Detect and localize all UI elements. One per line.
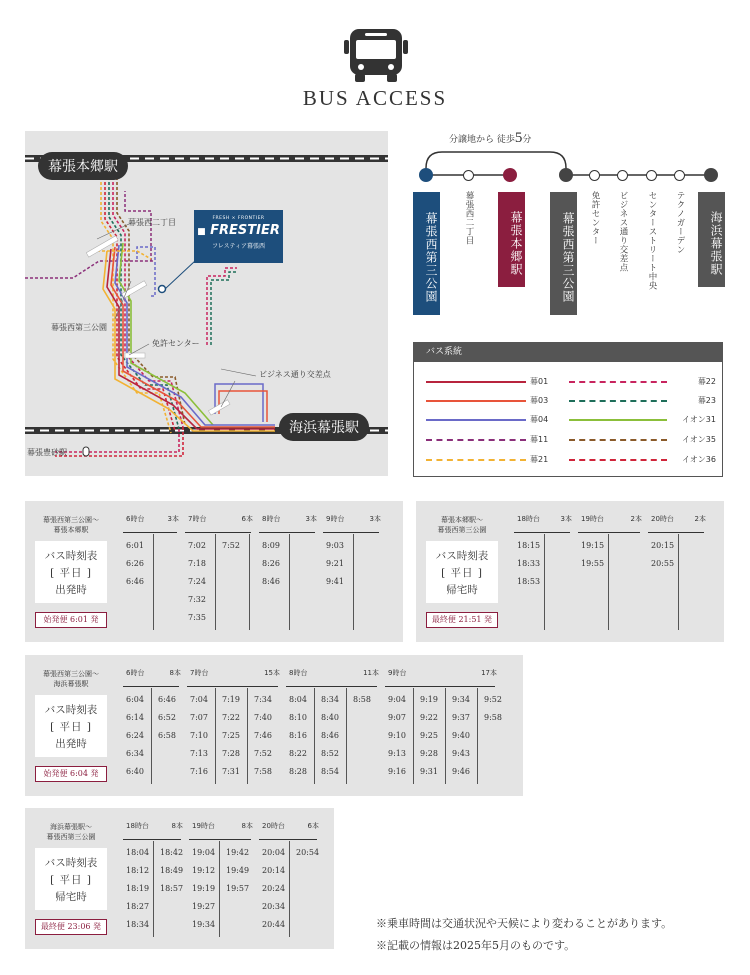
tt-first-last-badge: 最終便 21:51 発 bbox=[426, 612, 498, 628]
tt-time: 6:01 bbox=[126, 541, 144, 550]
tt-time: 8:28 bbox=[289, 767, 307, 776]
tt-col-divider bbox=[445, 688, 446, 784]
station-makuhari-hongo: 幕張本郷駅 bbox=[38, 152, 128, 180]
tt-time: 6:14 bbox=[126, 713, 144, 722]
timetable-4 bbox=[25, 808, 334, 949]
route-stop-start: 幕張西第三公園 bbox=[413, 192, 440, 315]
tt-time: 18:15 bbox=[517, 541, 541, 550]
bus-icon bbox=[344, 27, 408, 83]
legend-label-イオン35: イオン35 bbox=[682, 435, 716, 444]
tt-time: 8:16 bbox=[289, 731, 307, 740]
stop-label-nishi2: 幕張西二丁目 bbox=[128, 218, 176, 227]
tt-time: 6:40 bbox=[126, 767, 144, 776]
tt-hour-label: 7時台 bbox=[190, 669, 209, 677]
tt-time: 9:37 bbox=[452, 713, 470, 722]
tt-hour-underline bbox=[185, 532, 251, 533]
tt-time: 7:34 bbox=[254, 695, 272, 704]
tt-time: 18:57 bbox=[160, 884, 184, 893]
tt-card-line: バス時刻表 bbox=[44, 857, 98, 869]
tt-time: 18:33 bbox=[517, 559, 541, 568]
legend-label-幕21: 幕21 bbox=[530, 455, 549, 464]
station-makuhari-toyosuna: 幕張豊砂駅 bbox=[27, 448, 67, 457]
tt-time: 18:34 bbox=[126, 920, 150, 929]
route-dot-3 bbox=[503, 168, 517, 182]
tt-time: 9:31 bbox=[420, 767, 438, 776]
tt-info-card bbox=[35, 848, 107, 910]
legend-line-幕01 bbox=[426, 381, 526, 383]
tt-time: 6:58 bbox=[158, 731, 176, 740]
tt-time: 8:54 bbox=[321, 767, 339, 776]
tt-route-label: 幕張西第三公園 bbox=[437, 526, 487, 534]
legend-label-イオン31: イオン31 bbox=[682, 415, 716, 424]
tt-card-line: [ 平日 ] bbox=[441, 567, 483, 579]
tt-hour-underline bbox=[323, 532, 379, 533]
tt-info-card bbox=[426, 541, 498, 603]
legend-line-幕21 bbox=[426, 459, 526, 461]
legend-line-幕22 bbox=[569, 381, 667, 383]
tt-hour-count: 15本 bbox=[264, 669, 280, 677]
tt-first-last-badge: 始発便 6:01 発 bbox=[35, 612, 107, 628]
legend-label-幕11: 幕11 bbox=[530, 435, 549, 444]
tt-time: 18:04 bbox=[126, 848, 150, 857]
tt-time: 9:07 bbox=[388, 713, 406, 722]
tt-col-divider bbox=[153, 534, 154, 630]
tt-time: 8:40 bbox=[321, 713, 339, 722]
tt-card-line: [ 平日 ] bbox=[50, 567, 92, 579]
tt-time: 8:09 bbox=[262, 541, 280, 550]
tt-time: 7:13 bbox=[190, 749, 208, 758]
tt-time: 8:58 bbox=[353, 695, 371, 704]
station-kaihin-makuhari: 海浜幕張駅 bbox=[279, 413, 369, 441]
tt-time: 8:26 bbox=[262, 559, 280, 568]
legend-line-幕03 bbox=[426, 400, 526, 402]
tt-hour-label: 8時台 bbox=[289, 669, 308, 677]
tt-col-divider bbox=[151, 688, 152, 784]
tt-time: 20:54 bbox=[296, 848, 320, 857]
tt-hour-underline bbox=[123, 839, 181, 840]
tt-card-line: バス時刻表 bbox=[44, 550, 98, 562]
tt-time: 9:52 bbox=[484, 695, 502, 704]
tt-col-divider bbox=[219, 841, 220, 937]
tt-time: 19:34 bbox=[192, 920, 216, 929]
tt-time: 20:44 bbox=[262, 920, 286, 929]
tt-hour-count: 11本 bbox=[363, 669, 379, 677]
tt-time: 8:46 bbox=[262, 577, 280, 586]
tt-card-line: 出発時 bbox=[55, 584, 87, 596]
tt-time: 7:40 bbox=[254, 713, 272, 722]
tt-route-label: 海浜幕張駅 bbox=[53, 680, 89, 688]
tt-time: 9:43 bbox=[452, 749, 470, 758]
tt-time: 9:04 bbox=[388, 695, 406, 704]
route-dot-2 bbox=[463, 170, 474, 181]
tt-route-label: 幕張西第三公園～ bbox=[43, 516, 99, 524]
tt-hour-count: 6本 bbox=[241, 515, 253, 523]
tt-hour-label: 9時台 bbox=[388, 669, 407, 677]
tt-time: 20:14 bbox=[262, 866, 286, 875]
tt-col-divider bbox=[477, 688, 478, 784]
page-title: BUS ACCESS bbox=[302, 86, 448, 110]
tt-time: 18:19 bbox=[126, 884, 150, 893]
tt-time: 9:13 bbox=[388, 749, 406, 758]
tt-hour-label: 19時台 bbox=[581, 515, 604, 523]
tt-hour-count: 2本 bbox=[630, 515, 642, 523]
tt-col-divider bbox=[314, 688, 315, 784]
legend-line-イオン31 bbox=[569, 419, 667, 421]
tt-hour-label: 6時台 bbox=[126, 669, 145, 677]
route-dot-7 bbox=[646, 170, 657, 181]
tt-time: 7:35 bbox=[188, 613, 206, 622]
tt-hour-count: 2本 bbox=[694, 515, 706, 523]
legend-label-幕04: 幕04 bbox=[530, 415, 549, 424]
tt-card-line: 帰宅時 bbox=[55, 891, 87, 903]
tt-col-divider bbox=[678, 534, 679, 630]
tt-hour-underline bbox=[259, 532, 315, 533]
tt-hour-count: 3本 bbox=[560, 515, 572, 523]
tt-time: 18:12 bbox=[126, 866, 150, 875]
tt-time: 19:12 bbox=[192, 866, 216, 875]
legend-line-幕04 bbox=[426, 419, 526, 421]
tt-card-line: 帰宅時 bbox=[446, 584, 478, 596]
tt-time: 8:52 bbox=[321, 749, 339, 758]
tt-card-line: バス時刻表 bbox=[44, 704, 98, 716]
tt-time: 6:34 bbox=[126, 749, 144, 758]
tt-hour-count: 6本 bbox=[307, 822, 319, 830]
tt-time: 9:19 bbox=[420, 695, 438, 704]
tt-time: 9:21 bbox=[326, 559, 344, 568]
tt-hour-count: 17本 bbox=[481, 669, 497, 677]
tt-time: 9:46 bbox=[452, 767, 470, 776]
tt-time: 9:22 bbox=[420, 713, 438, 722]
tt-time: 6:04 bbox=[126, 695, 144, 704]
tt-time: 9:03 bbox=[326, 541, 344, 550]
legend-line-幕23 bbox=[569, 400, 667, 402]
stop-label-business: ビジネス通り交差点 bbox=[259, 370, 331, 379]
timetable-1 bbox=[25, 501, 403, 642]
tt-time: 20:24 bbox=[262, 884, 286, 893]
tt-time: 7:24 bbox=[188, 577, 206, 586]
tt-time: 20:34 bbox=[262, 902, 286, 911]
tt-time: 7:04 bbox=[190, 695, 208, 704]
legend-label-幕01: 幕01 bbox=[530, 377, 549, 386]
tt-time: 20:04 bbox=[262, 848, 286, 857]
tt-hour-underline bbox=[514, 532, 570, 533]
route-stop-menkyo: 免許センター bbox=[590, 191, 600, 245]
route-stop-business: ビジネス通り交差点 bbox=[618, 191, 628, 272]
tt-col-divider bbox=[608, 534, 609, 630]
tt-route-label: 幕張本郷駅～ bbox=[441, 516, 483, 524]
tt-hour-count: 8本 bbox=[169, 669, 181, 677]
tt-time: 8:04 bbox=[289, 695, 307, 704]
tt-hour-label: 18時台 bbox=[517, 515, 540, 523]
tt-route-label: 幕張本郷駅 bbox=[53, 526, 89, 534]
tt-time: 8:34 bbox=[321, 695, 339, 704]
tt-hour-label: 19時台 bbox=[192, 822, 215, 830]
tt-route-label: 幕張西第三公園～ bbox=[43, 670, 99, 678]
route-dot-9 bbox=[704, 168, 718, 182]
property-name: ■ FRESTIER bbox=[197, 223, 280, 238]
tt-hour-label: 20時台 bbox=[651, 515, 674, 523]
tt-time: 20:15 bbox=[651, 541, 675, 550]
property-logo bbox=[194, 210, 283, 263]
tt-hour-count: 3本 bbox=[305, 515, 317, 523]
tt-hour-label: 8時台 bbox=[262, 515, 281, 523]
tt-hour-underline bbox=[187, 686, 278, 687]
tt-card-line: 出発時 bbox=[55, 738, 87, 750]
tt-time: 19:42 bbox=[226, 848, 250, 857]
tt-hour-underline bbox=[123, 532, 177, 533]
tt-time: 7:28 bbox=[222, 749, 240, 758]
tt-time: 7:52 bbox=[222, 541, 240, 550]
tt-time: 18:53 bbox=[517, 577, 541, 586]
route-stop-center: センターストリート中央 bbox=[647, 191, 657, 290]
tt-time: 7:52 bbox=[254, 749, 272, 758]
tt-hour-count: 3本 bbox=[167, 515, 179, 523]
tt-time: 6:26 bbox=[126, 559, 144, 568]
tt-time: 7:10 bbox=[190, 731, 208, 740]
tt-route-label: 海浜幕張駅～ bbox=[50, 823, 92, 831]
legend-label-幕23: 幕23 bbox=[697, 396, 716, 405]
tt-hour-label: 7時台 bbox=[188, 515, 207, 523]
tt-time: 7:07 bbox=[190, 713, 208, 722]
legend-line-イオン36 bbox=[569, 459, 667, 461]
tt-time: 7:16 bbox=[190, 767, 208, 776]
tt-time: 19:57 bbox=[226, 884, 250, 893]
tt-time: 7:46 bbox=[254, 731, 272, 740]
tt-time: 9:16 bbox=[388, 767, 406, 776]
tt-time: 6:46 bbox=[126, 577, 144, 586]
walk-label: 分譲地から 徒歩5分 bbox=[449, 130, 532, 146]
tt-time: 8:10 bbox=[289, 713, 307, 722]
tt-hour-underline bbox=[578, 532, 640, 533]
tt-col-divider bbox=[544, 534, 545, 630]
tt-route-label: 幕張西第三公園 bbox=[46, 833, 96, 841]
tt-hour-underline bbox=[259, 839, 317, 840]
tt-hour-count: 3本 bbox=[369, 515, 381, 523]
tt-col-divider bbox=[153, 841, 154, 937]
tt-time: 19:04 bbox=[192, 848, 216, 857]
tt-time: 18:27 bbox=[126, 902, 150, 911]
note-1: ※乗車時間は交通状況や天候により変わることがあります。 bbox=[376, 917, 673, 930]
route-map bbox=[25, 131, 388, 476]
route-stop-techno: テクノガーデン bbox=[675, 191, 685, 254]
tt-hour-underline bbox=[189, 839, 251, 840]
tt-hour-count: 8本 bbox=[241, 822, 253, 830]
tt-col-divider bbox=[249, 534, 250, 630]
tt-first-last-badge: 始発便 6:04 発 bbox=[35, 766, 107, 782]
tt-time: 19:15 bbox=[581, 541, 605, 550]
tt-time: 7:32 bbox=[188, 595, 206, 604]
tt-time: 19:27 bbox=[192, 902, 216, 911]
tt-hour-label: 18時台 bbox=[126, 822, 149, 830]
tt-time: 9:10 bbox=[388, 731, 406, 740]
tt-time: 19:49 bbox=[226, 866, 250, 875]
tt-info-card bbox=[35, 541, 107, 603]
tt-time: 9:25 bbox=[420, 731, 438, 740]
tt-hour-count: 8本 bbox=[171, 822, 183, 830]
legend-line-イオン35 bbox=[569, 439, 667, 441]
tt-time: 7:02 bbox=[188, 541, 206, 550]
tt-hour-label: 9時台 bbox=[326, 515, 345, 523]
route-stop-hongo: 幕張本郷駅 bbox=[498, 192, 525, 287]
tt-time: 8:22 bbox=[289, 749, 307, 758]
route-dot-1 bbox=[419, 168, 433, 182]
tt-card-line: [ 平日 ] bbox=[50, 721, 92, 733]
tt-info-card bbox=[35, 695, 107, 757]
legend-label-幕03: 幕03 bbox=[530, 396, 549, 405]
tt-first-last-badge: 最終便 23:06 発 bbox=[35, 919, 107, 935]
route-stop-nishi2: 幕張西二丁目 bbox=[464, 191, 474, 245]
route-dot-6 bbox=[617, 170, 628, 181]
tt-hour-underline bbox=[648, 532, 704, 533]
legend-line-幕11 bbox=[426, 439, 526, 441]
route-stop-end: 海浜幕張駅 bbox=[698, 192, 725, 287]
route-legend bbox=[413, 342, 723, 477]
legend-label-イオン36: イオン36 bbox=[682, 455, 716, 464]
tt-time: 7:22 bbox=[222, 713, 240, 722]
tt-hour-label: 6時台 bbox=[126, 515, 145, 523]
property-house-icon: ■ bbox=[197, 227, 206, 237]
tt-time: 7:58 bbox=[254, 767, 272, 776]
stop-label-nishi3: 幕張西第三公園 bbox=[51, 323, 107, 332]
tt-time: 9:40 bbox=[452, 731, 470, 740]
property-sub: FRESH × FRONTIER bbox=[212, 216, 265, 221]
tt-time: 9:41 bbox=[326, 577, 344, 586]
tt-time: 8:46 bbox=[321, 731, 339, 740]
route-stop-nishi3: 幕張西第三公園 bbox=[550, 192, 577, 315]
tt-time: 7:31 bbox=[222, 767, 240, 776]
tt-time: 7:19 bbox=[222, 695, 240, 704]
tt-time: 7:25 bbox=[222, 731, 240, 740]
tt-card-line: バス時刻表 bbox=[435, 550, 489, 562]
tt-time: 9:58 bbox=[484, 713, 502, 722]
tt-hour-underline bbox=[286, 686, 377, 687]
tt-col-divider bbox=[247, 688, 248, 784]
route-dot-8 bbox=[674, 170, 685, 181]
tt-time: 7:18 bbox=[188, 559, 206, 568]
route-diagram-lines bbox=[410, 140, 730, 190]
tt-col-divider bbox=[413, 688, 414, 784]
tt-col-divider bbox=[215, 688, 216, 784]
tt-time: 19:19 bbox=[192, 884, 216, 893]
timetable-2 bbox=[416, 501, 724, 642]
tt-time: 9:34 bbox=[452, 695, 470, 704]
legend-label-幕22: 幕22 bbox=[697, 377, 716, 386]
tt-col-divider bbox=[346, 688, 347, 784]
legend-title: バス系統 bbox=[414, 343, 722, 362]
tt-col-divider bbox=[353, 534, 354, 630]
tt-time: 19:55 bbox=[581, 559, 605, 568]
tt-time: 6:24 bbox=[126, 731, 144, 740]
note-2: ※記載の情報は2025年5月のものです。 bbox=[376, 939, 576, 952]
tt-hour-underline bbox=[385, 686, 495, 687]
route-dot-4 bbox=[559, 168, 573, 182]
tt-time: 6:46 bbox=[158, 695, 176, 704]
tt-card-line: [ 平日 ] bbox=[50, 874, 92, 886]
tt-time: 20:55 bbox=[651, 559, 675, 568]
tt-time: 18:42 bbox=[160, 848, 184, 857]
tt-col-divider bbox=[289, 534, 290, 630]
tt-hour-label: 20時台 bbox=[262, 822, 285, 830]
tt-col-divider bbox=[289, 841, 290, 937]
tt-time: 18:49 bbox=[160, 866, 184, 875]
tt-hour-underline bbox=[123, 686, 179, 687]
tt-time: 9:28 bbox=[420, 749, 438, 758]
route-dot-5 bbox=[589, 170, 600, 181]
stop-label-menkyo: 免許センター bbox=[152, 339, 200, 348]
tt-col-divider bbox=[215, 534, 216, 630]
property-kana: フレスティア幕張西 bbox=[212, 243, 265, 250]
timetable-3 bbox=[25, 655, 523, 796]
tt-time: 6:52 bbox=[158, 713, 176, 722]
